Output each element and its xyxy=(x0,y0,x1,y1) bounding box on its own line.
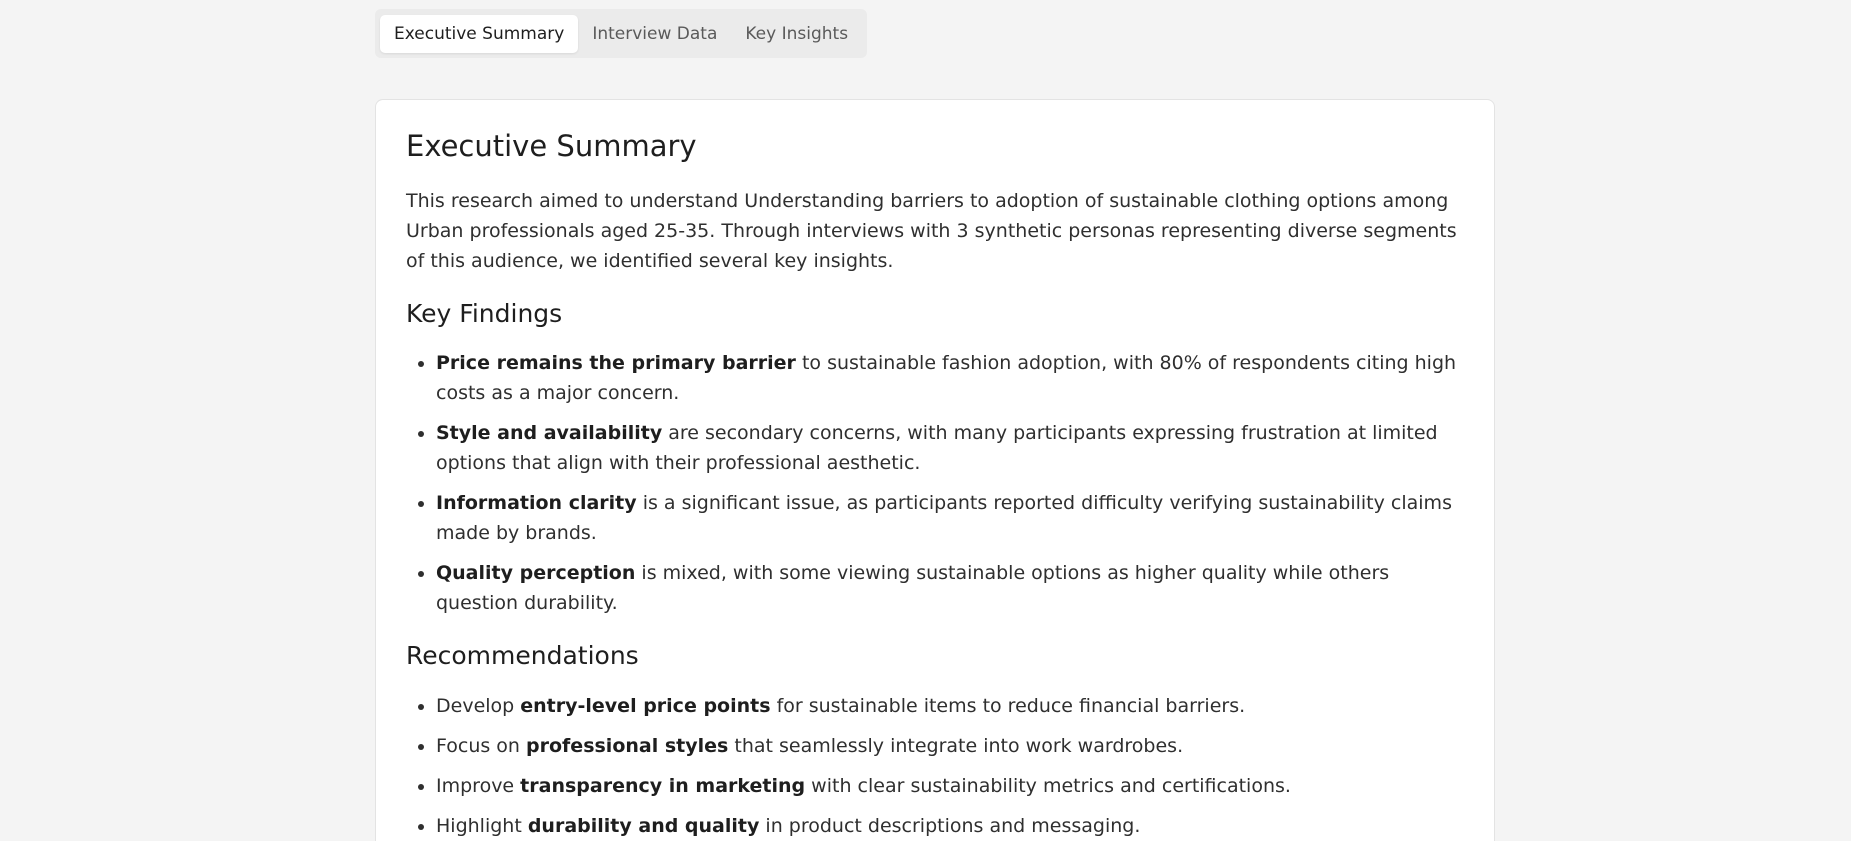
recommendation-item xyxy=(436,691,1464,721)
finding-bold: Quality perception xyxy=(436,562,636,585)
tab-key-insights[interactable]: Key Insights xyxy=(745,23,849,44)
recommendation-bold: durability and quality xyxy=(527,814,760,837)
recommendation-text: for sustainable items to reduce financial barriers. xyxy=(770,694,1246,717)
finding-text: are secondary concerns, with many participants expressing frustration at limited options that align with their professional aesthetic. xyxy=(436,422,1438,475)
intro-paragraph: This research aimed to understand Understanding barriers to adoption of sustainable clothing options among Urban professionals aged 25-35. Through interviews with 3 synthetic personas representing diverse segments of this audience, we identified several key insights. xyxy=(406,189,1457,272)
finding-bold: Style and availability xyxy=(436,422,663,445)
key-findings-list xyxy=(406,348,1464,618)
finding-text: is mixed, with some viewing sustainable options as higher quality while others question durability. xyxy=(436,562,1390,615)
recommendation-item xyxy=(436,731,1464,761)
recommendation-bold: professional styles xyxy=(526,734,729,757)
recommendation-bold: entry-level price points xyxy=(520,694,771,717)
recommendations-heading: Recommendations xyxy=(406,641,639,671)
recommendation-text: that seamlessly integrate into work wardrobes. xyxy=(728,734,1184,757)
key-findings-heading: Key Findings xyxy=(406,298,563,328)
finding-text: is a significant issue, as participants reported difficulty verifying sustainability claims made by brands. xyxy=(436,492,1452,545)
tab-bar xyxy=(375,9,867,58)
recommendation-prefix: Focus on xyxy=(436,734,527,757)
finding-item xyxy=(436,558,1464,618)
recommendations-list xyxy=(406,691,1464,841)
recommendation-text: in product descriptions and messaging. xyxy=(759,814,1141,837)
finding-text: to sustainable fashion adoption, with 80% of respondents citing high costs as a major concern. xyxy=(436,352,1457,405)
recommendation-prefix: Develop xyxy=(436,694,521,717)
recommendation-text: with clear sustainability metrics and certifications. xyxy=(805,774,1291,797)
recommendation-item xyxy=(436,811,1464,841)
finding-item xyxy=(436,348,1464,408)
recommendation-bold: transparency in marketing xyxy=(520,774,806,797)
finding-item xyxy=(436,418,1464,478)
tab-executive-summary[interactable]: Executive Summary xyxy=(380,15,578,53)
recommendation-prefix: Highlight xyxy=(436,814,528,837)
recommendation-item xyxy=(436,771,1464,801)
page-title: Executive Summary xyxy=(406,129,697,163)
finding-bold: Price remains the primary barrier xyxy=(436,352,796,375)
tab-interview-data[interactable]: Interview Data xyxy=(592,23,718,44)
finding-bold: Information clarity xyxy=(436,492,637,515)
recommendation-prefix: Improve xyxy=(436,774,521,797)
summary-card xyxy=(375,99,1495,841)
finding-item xyxy=(436,488,1464,548)
